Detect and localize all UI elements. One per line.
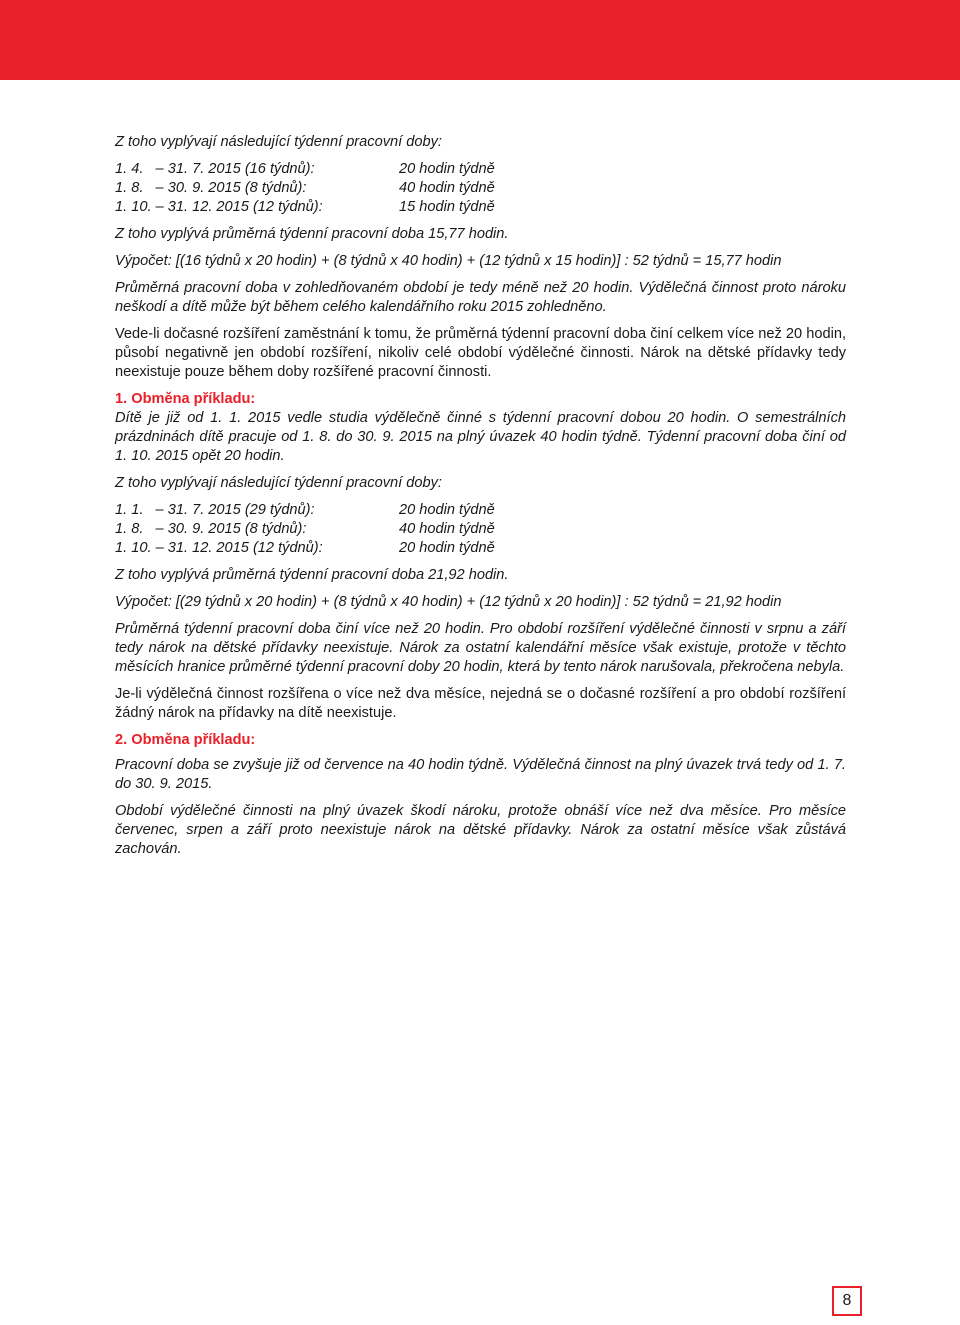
list-item: 1. 1. – 31. 7. 2015 (29 týdnů): 20 hodin týdně [115, 502, 495, 518]
top-red-bar [0, 0, 960, 80]
variant1-average: Z toho vyplývá průměrná týdenní pracovní doba 21,92 hodin. [115, 567, 509, 583]
variant1-calculation: Výpočet: [(29 týdnů x 20 hodin) + (8 týdnů x 40 hodin) + (12 týdnů x 20 hodin)] : 52 týdnů = 21,92 hodin [115, 594, 782, 610]
section1-average: Z toho vyplývá průměrná týdenní pracovní doba 15,77 hodin. [115, 226, 509, 242]
section1-conclusion: Průměrná pracovní doba v zohledňovaném období je tedy méně než 20 hodin. Výdělečná činnost proto nároku neškodí a dítě může být během celého kalendářního roku 2015 zohledněno. [115, 280, 846, 315]
list-item: 1. 8. – 30. 9. 2015 (8 týdnů): 40 hodin týdně [115, 521, 495, 537]
variant2-conclusion: Období výdělečné činnosti na plný úvazek škodí nároku, protože obnáší více než dva měsíce. Pro měsíce červenec, srpen a září proto neexistuje nárok na dětské přídavky. Nárok za ostatní měsíce však zůstává zachován. [115, 803, 846, 857]
page-number: 8 [832, 1286, 862, 1316]
variant1-intro: Z toho vyplývají následující týdenní pracovní doby: [115, 475, 442, 491]
list-item: 1. 10. – 31. 12. 2015 (12 týdnů): 15 hodin týdně [115, 199, 495, 215]
variant1-hours-list [115, 501, 846, 558]
section1-intro: Z toho vyplývají následující týdenní pracovní doby: [115, 134, 442, 150]
list-item: 1. 10. – 31. 12. 2015 (12 týdnů): 20 hodin týdně [115, 540, 495, 556]
variant1-conclusion: Průměrná týdenní pracovní doba činí více než 20 hodin. Pro období rozšíření výdělečné činnosti v srpnu a září tedy nárok na dětské přídavky neexistuje. Nárok za ostatní kalendářní měsíce však existuje, protože v těchto měsících hranice průměrné týdenní pracovní doby 20 hodin, která by tento nárok narušovala, překročena nebyla. [115, 621, 846, 675]
list-item: 1. 8. – 30. 9. 2015 (8 týdnů): 40 hodin týdně [115, 180, 495, 196]
list-item: 1. 4. – 31. 7. 2015 (16 týdnů): 20 hodin týdně [115, 161, 495, 177]
variant2-description: Pracovní doba se zvyšuje již od července na 40 hodin týdně. Výdělečná činnost na plný úvazek trvá tedy od 1. 7. do 30. 9. 2015. [115, 757, 846, 792]
document-body [115, 133, 846, 867]
variant1-description: Dítě je již od 1. 1. 2015 vedle studia výdělečně činné s týdenní pracovní dobou 20 hodin. O semestrálních prázdninách dítě pracuje od 1. 8. do 30. 9. 2015 na plný úvazek 40 hodin týdně. Týdenní pracovní doba činí od 1. 10. 2015 opět 20 hodin. [115, 410, 846, 464]
general-rule-paragraph: Vede-li dočasné rozšíření zaměstnání k tomu, že průměrná týdenní pracovní doba činí celkem více než 20 hodin, působí negativně jen období rozšíření, nikoliv celé období výdělečné činnosti. Nárok na dětské přídavky tedy neexistuje pouze během doby rozšířené pracovní činnosti. [115, 326, 846, 380]
variant1-heading: 1. Obměna příkladu: [115, 391, 256, 407]
variant2-heading: 2. Obměna příkladu: [115, 732, 256, 748]
general-rule-paragraph-2: Je-li výdělečná činnost rozšířena o více než dva měsíce, nejedná se o dočasné rozšíření a pro období rozšíření žádný nárok na přídavky na dítě neexistuje. [115, 686, 846, 721]
section1-hours-list [115, 160, 846, 217]
section1-calculation: Výpočet: [(16 týdnů x 20 hodin) + (8 týdnů x 40 hodin) + (12 týdnů x 15 hodin)] : 52 týdnů = 15,77 hodin [115, 253, 782, 269]
